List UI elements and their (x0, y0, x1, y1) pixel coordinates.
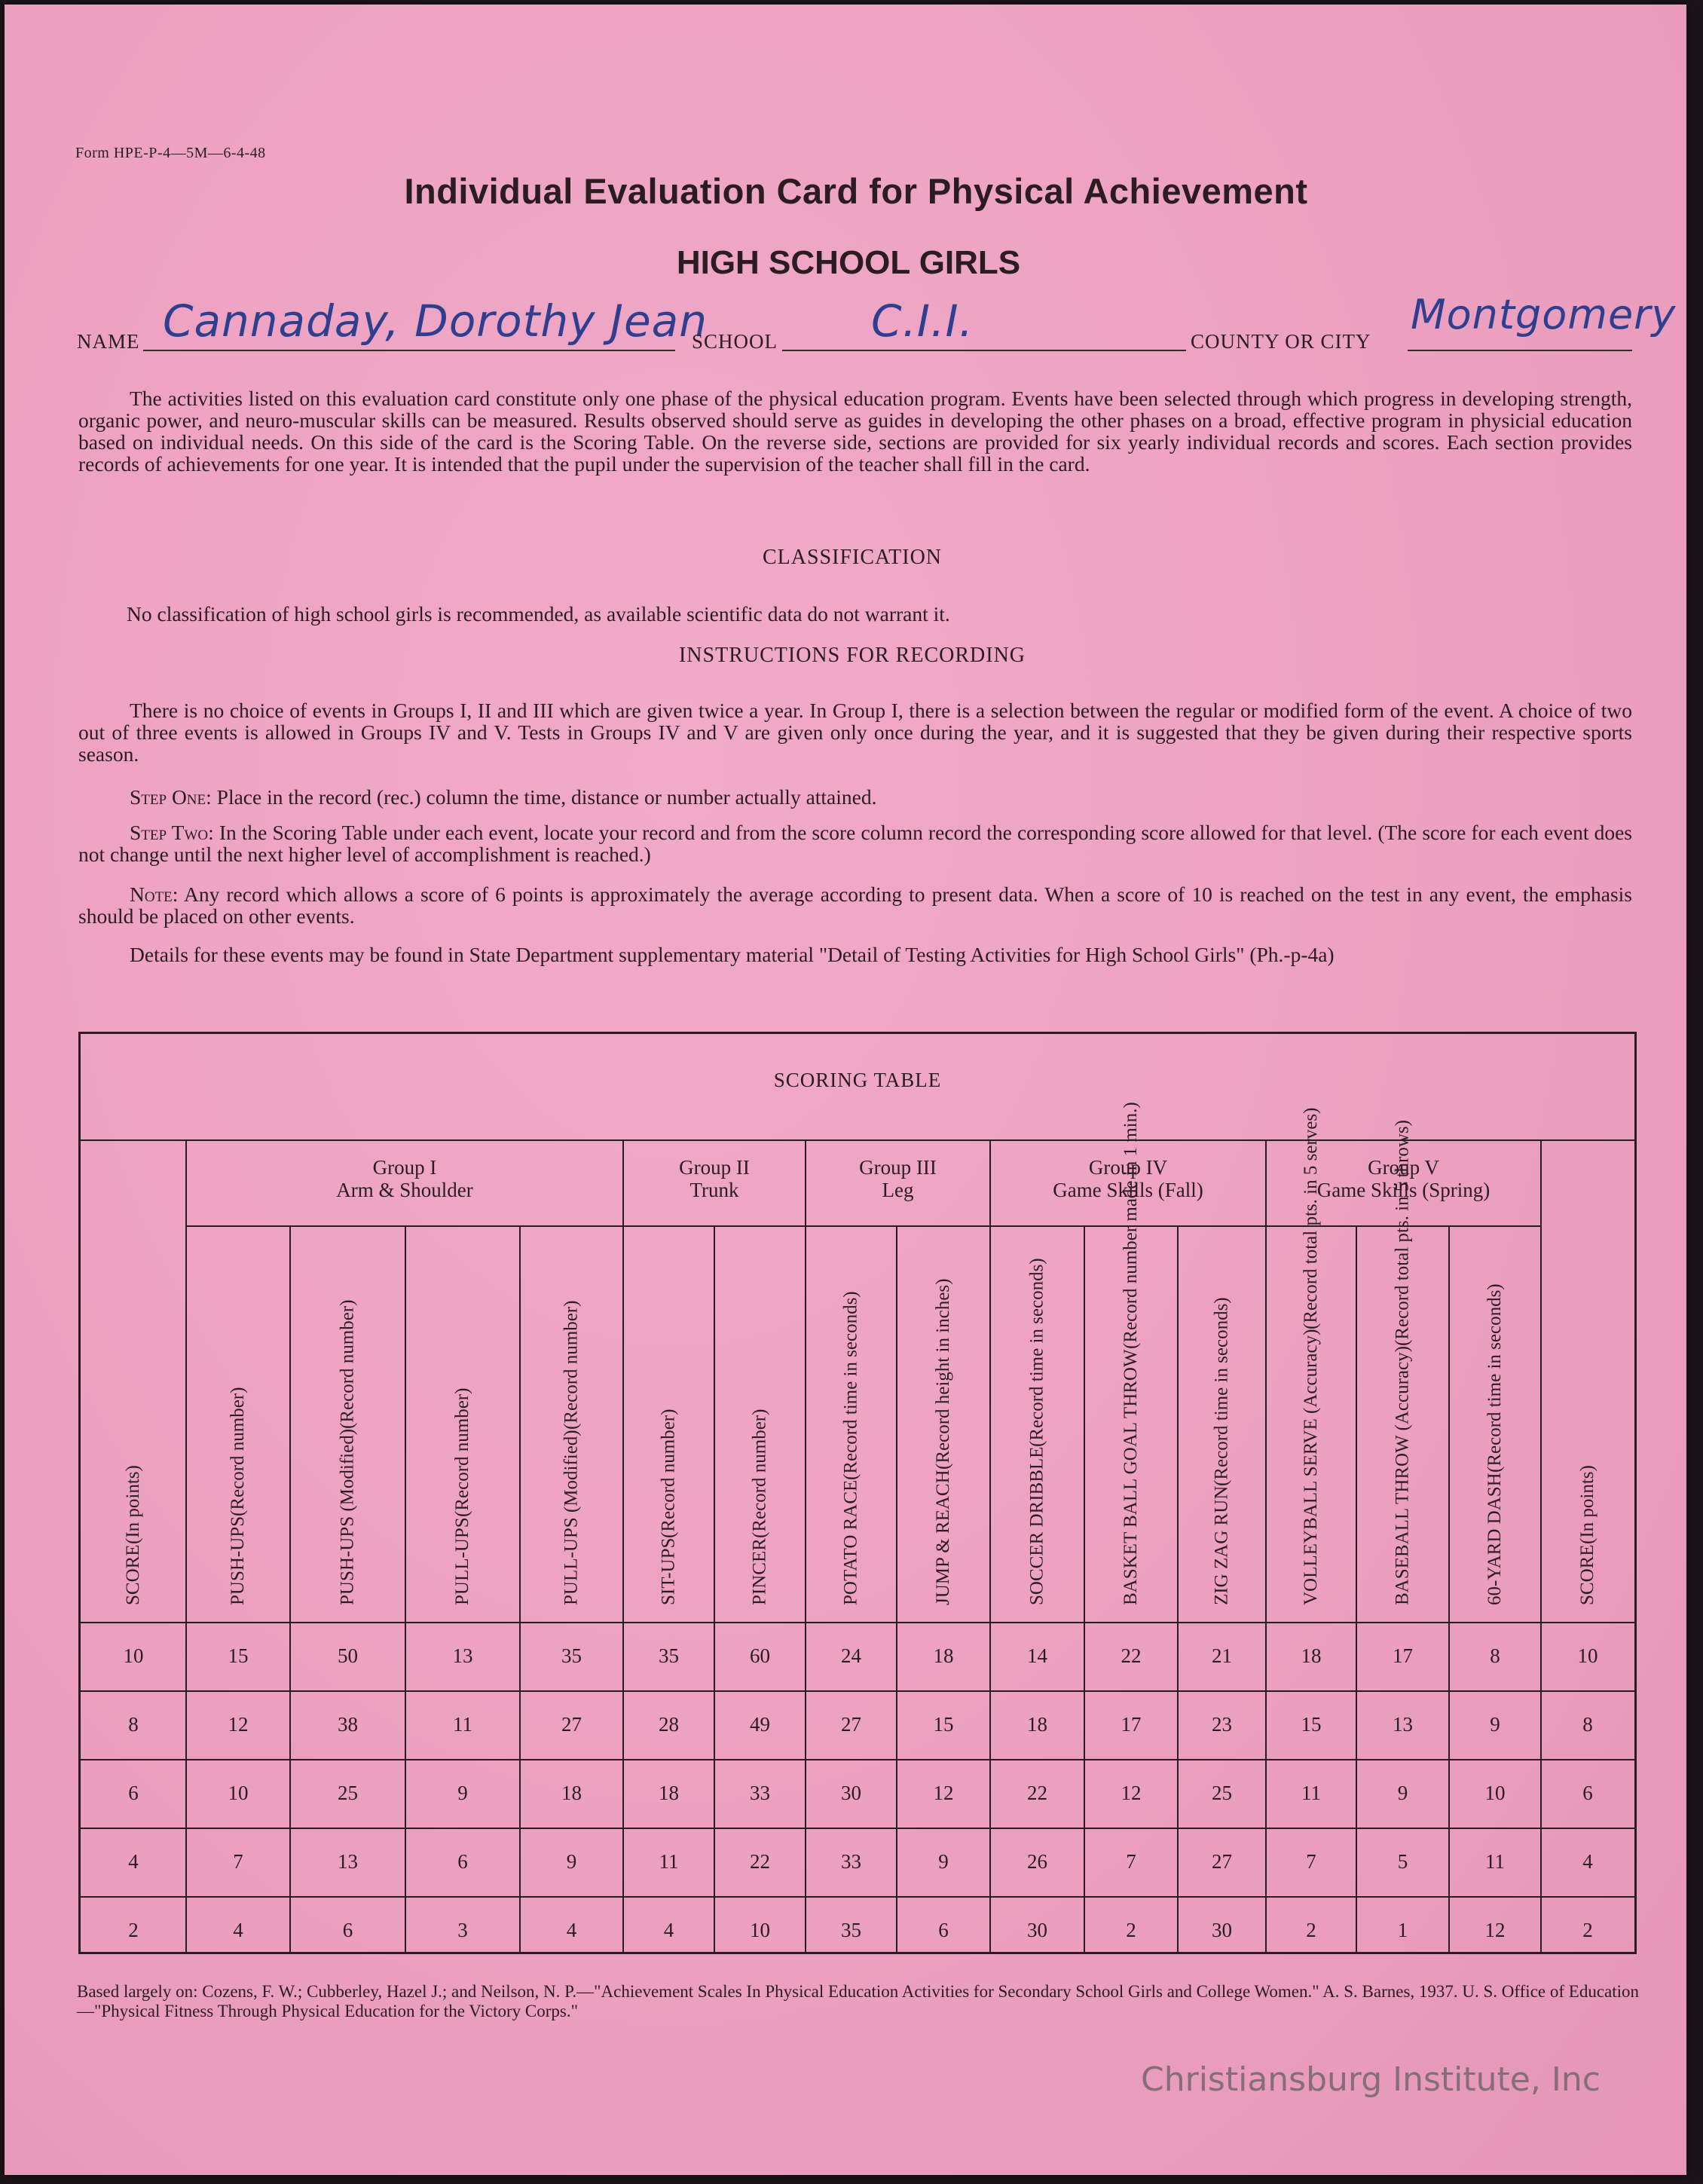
group-header-3 (806, 1156, 990, 1201)
instructions-paragraph: There is no choice of events in Groups I, II and III which are given twice a year. In Group I, there is a selection between the regular or modified form of the event. A choice of two out of three events is allowed in Groups IV and V. Tests in Groups IV and V are given only once during the year, and it is suggested that they be given during their respective sports season. (78, 699, 1632, 766)
form-code: Form HPE-P-4—5M—6-4-48 (75, 145, 266, 161)
details-note: Details for these events may be found in State Department supplementary material "Detail of Testing Activities for High School Girls" (Ph.-p-4a) (130, 943, 1335, 966)
table-cell: 30 (1212, 1918, 1232, 1941)
column-header-subtitle: (Record number made in 1 min.) (1121, 1102, 1141, 1350)
table-cell: 15 (1301, 1713, 1322, 1736)
column-header-subtitle: (In points) (1577, 1465, 1598, 1545)
column-header-1 (81, 1144, 186, 1605)
column-header-16 (1541, 1144, 1634, 1605)
table-cell: 11 (1301, 1782, 1321, 1804)
table-cell: 22 (1121, 1644, 1142, 1667)
table-cell: 10 (1577, 1644, 1598, 1667)
column-header-subtitle: (Record time in seconds) (1211, 1297, 1232, 1486)
table-cell: 4 (1582, 1850, 1593, 1873)
table-cell: 49 (750, 1713, 770, 1736)
table-cell: 18 (933, 1644, 954, 1667)
table-cell: 9 (566, 1850, 577, 1873)
table-cell: 9 (1490, 1713, 1500, 1736)
table-cell: 9 (1397, 1782, 1408, 1804)
watermark: Christiansburg Institute, Inc (1141, 2060, 1601, 2099)
table-cell: 10 (1484, 1782, 1506, 1804)
column-header-title: JUMP & REACH (933, 1470, 953, 1605)
group-header-subtitle: Game Skills (Spring) (1316, 1179, 1491, 1201)
table-cell: 2 (1126, 1918, 1136, 1941)
note-label: Note: (130, 882, 179, 906)
table-cell: 9 (457, 1782, 468, 1804)
scoring-table (78, 1032, 1637, 1954)
table-cell: 8 (128, 1713, 139, 1736)
table-cell: 2 (128, 1918, 139, 1941)
table-cell: 21 (1212, 1644, 1232, 1667)
card-subtitle: HIGH SCHOOL GIRLS (676, 244, 1021, 281)
scoring-table-title: SCORING TABLE (773, 1069, 942, 1091)
table-cell: 30 (1027, 1918, 1047, 1941)
table-cell: 10 (228, 1782, 249, 1804)
table-cell: 7 (1126, 1850, 1136, 1873)
column-header-9 (897, 1230, 990, 1605)
table-cell: 6 (128, 1782, 139, 1804)
table-cell: 2 (1306, 1918, 1316, 1941)
intro-paragraph: The activities listed on this evaluation card constitute only one phase of the physical education program. Events have been selected through which progress in developing strength, organic power, and neuro-muscular skills can be measured. Results observed should serve as guides in developing the other phases on a broad, effective program in physicial education based on individual needs. On this side of the card is the Scoring Table. On the reverse side, sections are provided for six yearly individual records and scores. Each section provides records of achievements for one year. It is intended that the pupil under the supervision of the teacher shall fill in the card. (78, 387, 1632, 476)
classification-heading: CLASSIFICATION (762, 546, 943, 569)
table-cell: 13 (338, 1850, 358, 1873)
table-cell: 18 (1027, 1713, 1047, 1736)
group-header-subtitle: Trunk (689, 1179, 739, 1201)
column-header-subtitle: (Record time in seconds) (1026, 1257, 1047, 1447)
table-cell: 12 (228, 1713, 249, 1736)
table-cell: 27 (561, 1713, 582, 1736)
county-underline (1408, 350, 1632, 351)
column-header-title: BASEBALL THROW (Accuracy) (1392, 1346, 1413, 1605)
evaluation-card (5, 5, 1686, 2175)
step-two (78, 821, 1632, 865)
table-cell: 27 (841, 1713, 861, 1736)
column-header-title: BASKET BALL GOAL THROW (1121, 1349, 1141, 1605)
column-header-subtitle: (Record total pts. in 5 serves) (1301, 1107, 1321, 1329)
table-cell: 4 (663, 1918, 674, 1941)
table-cell: 2 (1582, 1918, 1593, 1941)
column-header-6 (623, 1230, 714, 1605)
table-cell: 17 (1121, 1713, 1142, 1736)
instructions-heading: INSTRUCTIONS FOR RECORDING (678, 644, 1026, 667)
name-underline (143, 350, 675, 351)
group-header-1 (186, 1156, 623, 1201)
table-cell: 4 (566, 1918, 577, 1941)
table-cell: 4 (128, 1850, 139, 1873)
table-cell: 7 (1306, 1850, 1316, 1873)
note-text: Any record which allows a score of 6 points is approximately the average according to present data. When a score of 10 is reached on the test in any event, the emphasis should be placed on other events. (78, 882, 1632, 928)
table-cell: 18 (561, 1782, 582, 1804)
table-cell: 22 (750, 1850, 770, 1873)
note (78, 883, 1632, 927)
table-cell: 3 (457, 1918, 468, 1941)
group-header-title: Group V (1368, 1156, 1439, 1179)
column-header-subtitle: (Record number) (658, 1409, 679, 1538)
table-cell: 1 (1397, 1918, 1408, 1941)
column-header-subtitle: (Record time in seconds) (1484, 1283, 1505, 1473)
table-cell: 15 (228, 1644, 249, 1667)
table-cell: 6 (938, 1918, 949, 1941)
column-header-subtitle: (Record number) (749, 1409, 770, 1539)
table-cell: 33 (750, 1782, 770, 1804)
table-cell: 33 (841, 1850, 861, 1873)
column-header-title: PINCER (749, 1538, 770, 1605)
school-underline (782, 350, 1186, 351)
column-header-15 (1449, 1230, 1541, 1605)
table-cell: 60 (750, 1644, 770, 1667)
table-cell: 25 (338, 1782, 358, 1804)
column-header-title: ZIG ZAG RUN (1211, 1485, 1232, 1605)
column-header-subtitle: (Record number) (337, 1299, 358, 1429)
table-cell: 5 (1397, 1850, 1408, 1873)
group-rule-3 (806, 1225, 990, 1227)
column-header-7 (714, 1230, 806, 1605)
column-header-title: PULL-UPS (Modified) (561, 1430, 582, 1605)
table-cell: 10 (750, 1918, 770, 1941)
table-cell: 9 (938, 1850, 949, 1873)
column-header-4 (405, 1230, 520, 1605)
column-header-title: PUSH-UPS (Modified) (337, 1428, 358, 1605)
group-header-title: Group III (859, 1156, 937, 1179)
table-cell: 22 (1027, 1782, 1047, 1804)
column-header-13 (1266, 1107, 1356, 1605)
table-cell: 38 (338, 1713, 358, 1736)
footer-citation: Based largely on: Cozens, F. W.; Cubberley, Hazel J.; and Neilson, N. P.—"Achievement Scales In Physical Education Activities for Secondary School Girls and College Women." A. S. Barnes, 1937. U. S. Office of Education—"Physical Fitness Through Physical Education for the Victory Corps." (77, 1982, 1640, 2020)
step-one (78, 786, 1632, 808)
table-cell: 11 (453, 1713, 472, 1736)
table-cell: 18 (659, 1782, 679, 1804)
table-cell: 30 (841, 1782, 861, 1804)
column-header-2 (186, 1230, 290, 1605)
group-header-title: Group IV (1088, 1156, 1168, 1179)
table-cell: 15 (933, 1713, 954, 1736)
group-header-subtitle: Arm & Shoulder (336, 1179, 473, 1201)
table-cell: 12 (1121, 1782, 1142, 1804)
step-one-label: Step One: (130, 785, 212, 809)
column-header-8 (806, 1230, 897, 1605)
name-value: Cannaday, Dorothy Jean (163, 295, 708, 347)
table-cell: 26 (1027, 1850, 1047, 1873)
table-cell: 13 (452, 1644, 473, 1667)
column-header-subtitle: (Record height in inches) (933, 1278, 953, 1470)
column-header-title: 60-YARD DASH (1484, 1473, 1505, 1605)
column-header-title: VOLLEYBALL SERVE (Accuracy) (1301, 1329, 1321, 1605)
column-header-subtitle: (Record total pts. in 5 throws) (1392, 1120, 1413, 1347)
column-header-title: PUSH-UPS (228, 1516, 248, 1605)
classification-text: No classification of high school girls is recommended, as available scientific data do not warrant it. (127, 602, 950, 626)
column-header-title: POTATO RACE (840, 1479, 861, 1605)
group-header-subtitle: Game Skills (Fall) (1053, 1179, 1203, 1201)
school-value: C.I.I. (871, 295, 974, 347)
table-cell: 35 (561, 1644, 582, 1667)
table-cell: 8 (1582, 1713, 1593, 1736)
table-cell: 11 (659, 1850, 679, 1873)
table-cell: 6 (342, 1918, 353, 1941)
table-cell: 23 (1212, 1713, 1232, 1736)
table-cell: 4 (233, 1918, 243, 1941)
table-cell: 6 (1582, 1782, 1593, 1804)
group-header-title: Group II (679, 1156, 750, 1179)
step-two-label: Step Two: (130, 821, 214, 844)
step-one-text: Place in the record (rec.) column the time, distance or number actually attained. (211, 785, 877, 809)
column-header-subtitle: (Record time in seconds) (840, 1291, 861, 1480)
table-cell: 18 (1301, 1644, 1322, 1667)
table-cell: 24 (841, 1644, 861, 1667)
table-cell: 8 (1490, 1644, 1500, 1667)
column-header-12 (1178, 1230, 1266, 1605)
table-cell: 11 (1485, 1850, 1505, 1873)
table-cell: 6 (457, 1850, 468, 1873)
group-header-subtitle: Leg (882, 1179, 914, 1201)
table-cell: 7 (233, 1850, 243, 1873)
table-cell: 13 (1393, 1713, 1413, 1736)
table-cell: 12 (1484, 1918, 1506, 1941)
column-header-title: SCORE (1577, 1544, 1598, 1605)
table-cell: 50 (338, 1644, 358, 1667)
column-header-title: SOCCER DRIBBLE (1026, 1446, 1047, 1605)
column-header-subtitle: (Record number) (561, 1300, 582, 1430)
table-cell: 10 (123, 1644, 144, 1667)
table-cell: 25 (1212, 1782, 1232, 1804)
table-cell: 14 (1027, 1644, 1047, 1667)
group-header-title: Group I (372, 1156, 437, 1179)
card-title: Individual Evaluation Card for Physical Achievement (404, 171, 1308, 211)
county-label: COUNTY OR CITY (1191, 330, 1371, 353)
school-label: SCHOOL (692, 330, 778, 353)
table-cell: 17 (1393, 1644, 1413, 1667)
column-header-subtitle: (In points) (123, 1465, 143, 1545)
table-cell: 12 (933, 1782, 954, 1804)
column-header-3 (290, 1230, 405, 1605)
county-value: Montgomery (1411, 291, 1677, 338)
table-cell: 35 (659, 1644, 679, 1667)
table-cell: 27 (1212, 1850, 1232, 1873)
column-header-subtitle: (Record number) (228, 1387, 248, 1516)
column-header-title: SCORE (123, 1544, 143, 1605)
column-header-subtitle: (Record number) (452, 1387, 472, 1518)
column-header-title: SIT-UPS (658, 1537, 679, 1605)
table-cell: 28 (659, 1713, 679, 1736)
column-header-title: PULL-UPS (452, 1517, 472, 1605)
name-label: NAME (77, 330, 140, 353)
table-cell: 35 (841, 1918, 861, 1941)
group-header-2 (623, 1156, 806, 1201)
column-header-10 (990, 1230, 1084, 1605)
column-header-5 (520, 1230, 623, 1605)
step-two-text: In the Scoring Table under each event, locate your record and from the score column record the corresponding score allowed for that level. (The score for each event does not change until the next higher level of accomplishment is reached.) (78, 821, 1633, 866)
